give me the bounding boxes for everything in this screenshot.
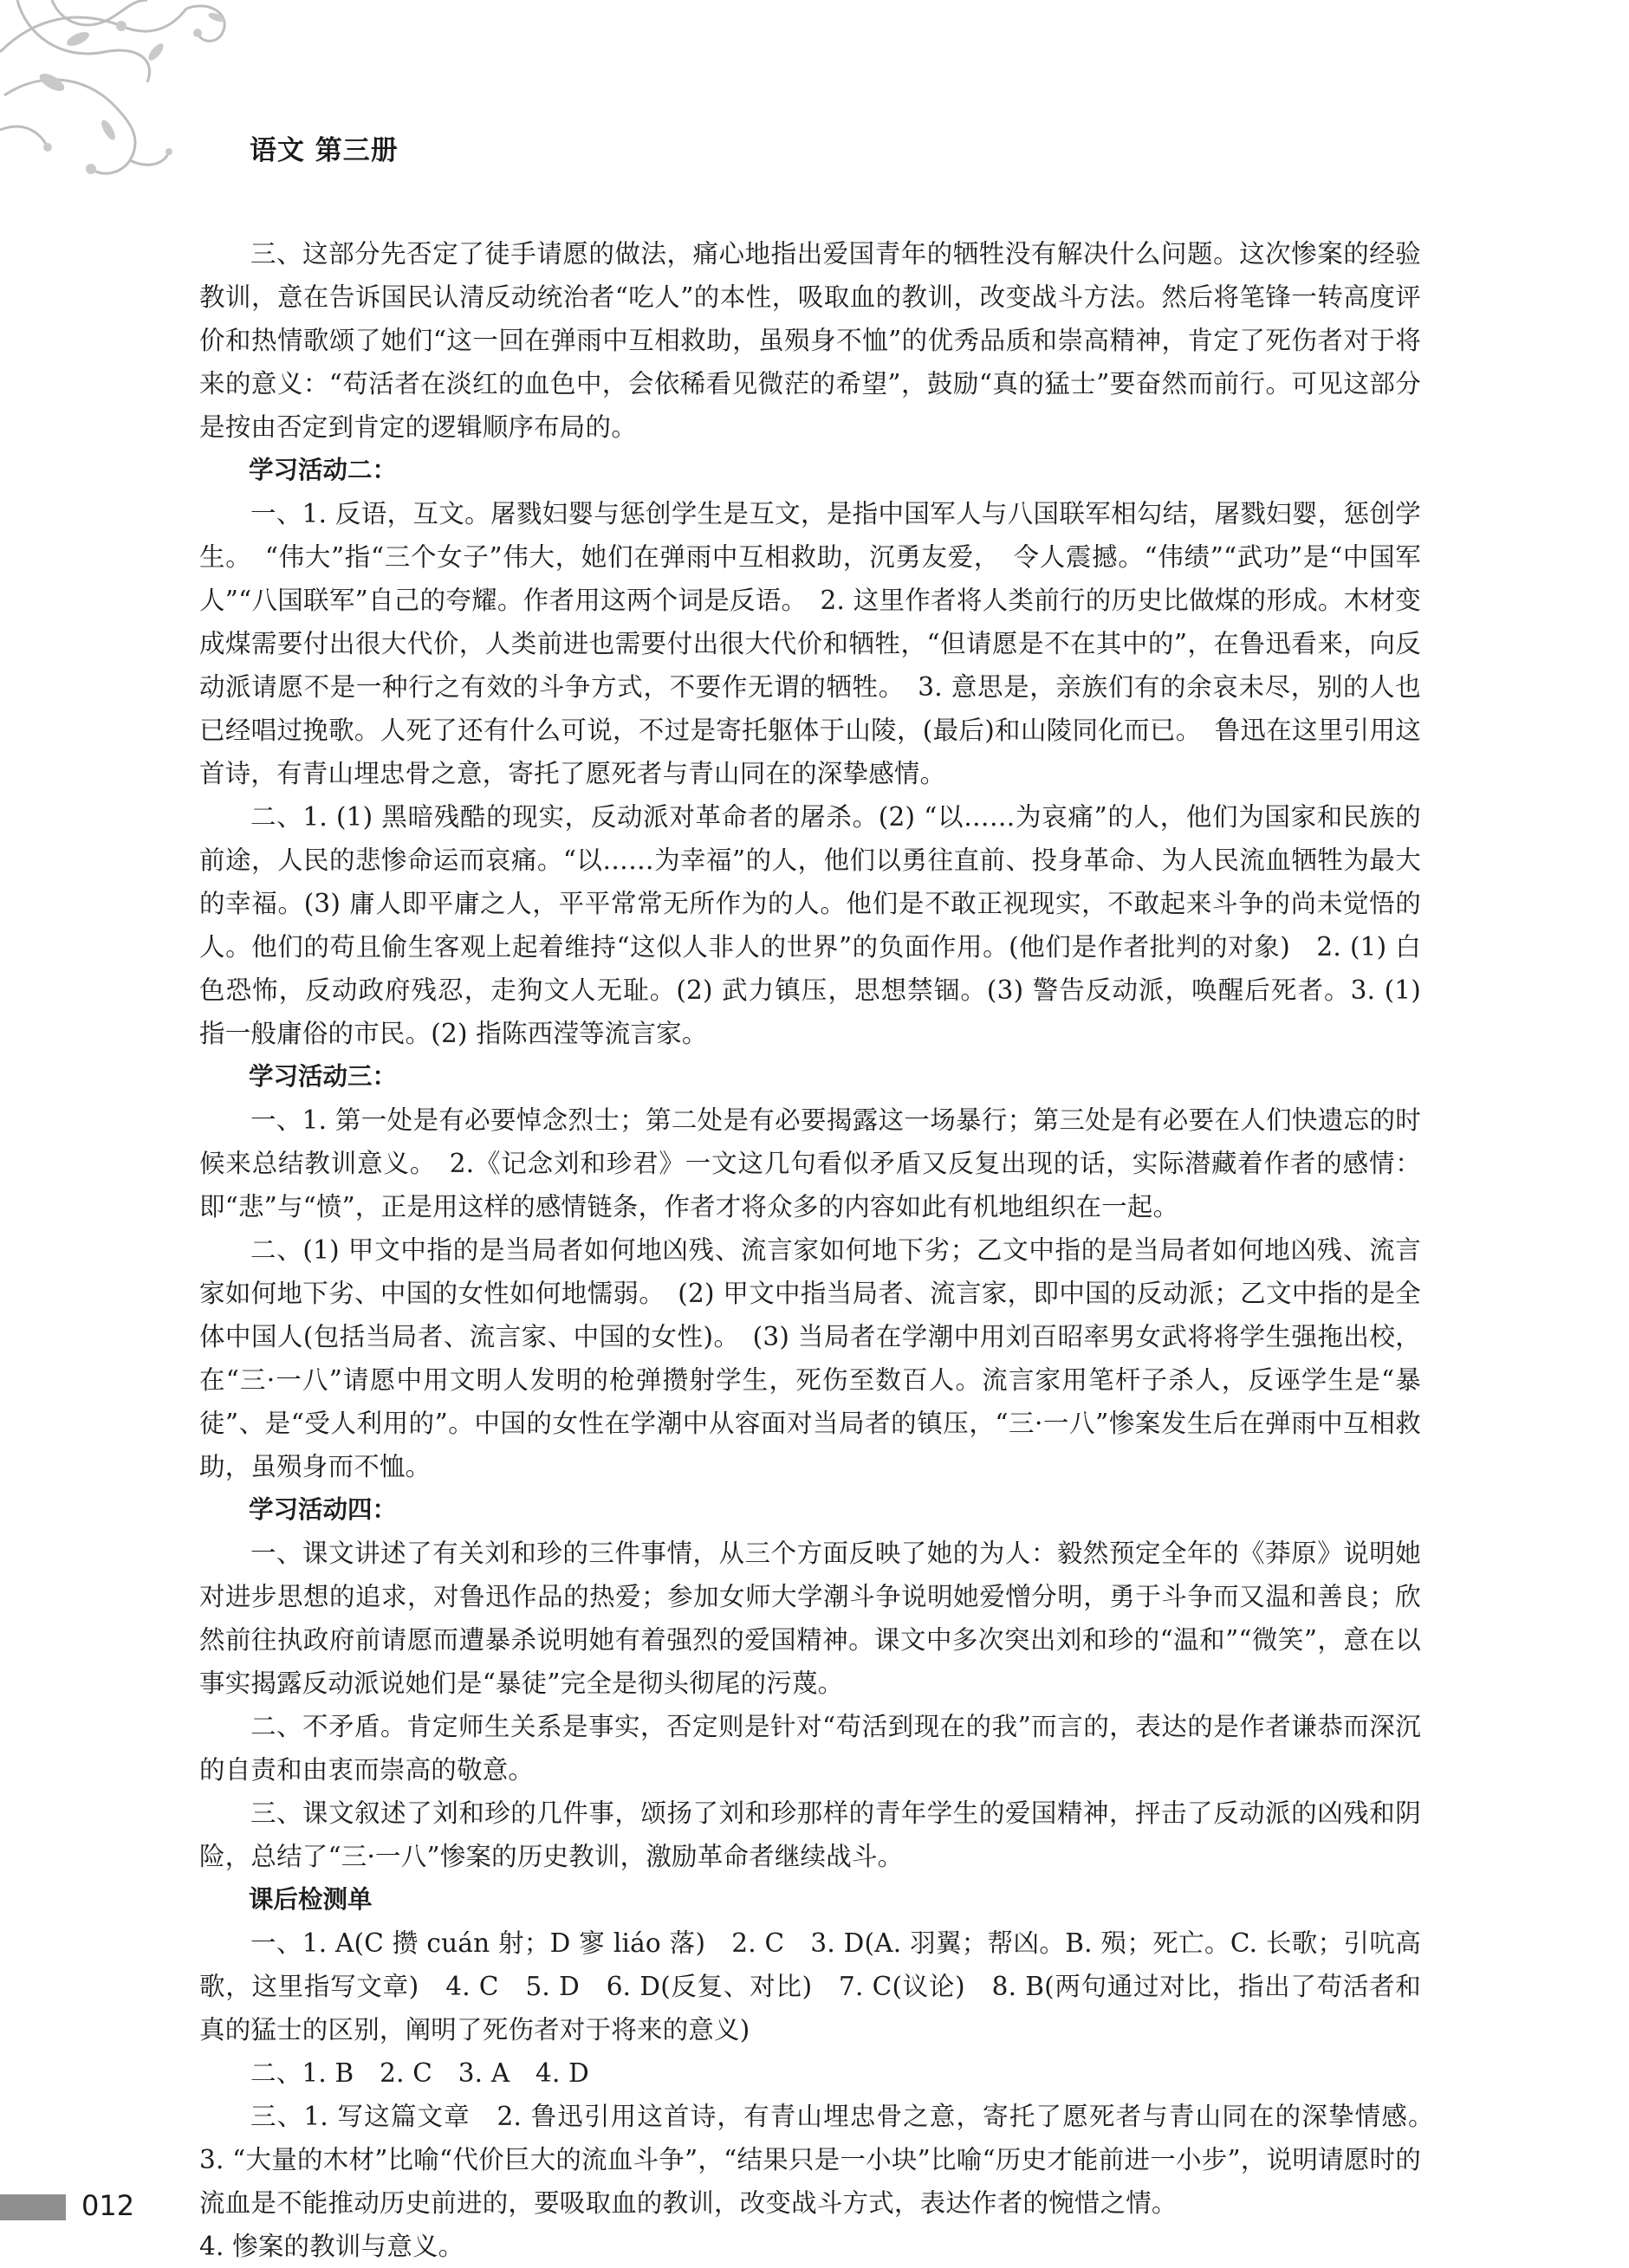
paragraph: 一、1. 反语，互文。屠戮妇婴与惩创学生是互文，是指中国军人与八国联军相勾结，屠戮妇婴，惩创学生。 “伟大”指“三个女子”伟大，她们在弹雨中互相救助，沉勇友爱， 令人震撼。“伟绩”“武功”是“中国军人”“八国联军”自己的夸耀。作者用这两个词是反语。 2. 这里作者将人类前行的历史比做煤的形成。木材变成煤需要付出很大代价，人类前进也需要付出很大代价和牺牲，“但请愿是不在其中的”，在鲁迅看来，向反动派请愿不是一种行之有效的斗争方式，不要作无谓的牺牲。 3. 意思是，亲族们有的余哀未尽，别的人也已经唱过挽歌。人死了还有什么可说，不过是寄托躯体于山陵，(最后)和山陵同化而已。 鲁迅在这里引用这首诗，有青山埋忠骨之意，寄托了愿死者与青山同在的深挚感情。 [199,499,1421,788]
section-heading: 课后检测单 [249,1885,373,1914]
paragraph: 三、1. 写这篇文章 2. 鲁迅引用这首诗，有青山埋忠骨之意，寄托了愿死者与青山同在的深挚情感。 3. “大量的木材”比喻“代价巨大的流血斗争”，“结果只是一小块”比喻“历史才能前进一小步”，说明请愿时的流血是不能推动历史前进的，要吸取血的教训，改变战斗方式，表达作者的惋惜之情。 [199,2102,1447,2218]
section-heading: 学习活动三： [249,1062,398,1091]
section-heading: 学习活动四： [249,1495,398,1524]
paragraph: 一、1. 第一处是有必要悼念烈士；第二处是有必要揭露这一场暴行；第三处是有必要在人们快遗忘的时候来总结教训意义。 2.《记念刘和珍君》一文这几句看似矛盾又反复出现的话，实际潜藏着作者的感情：即“悲”与“愤”，正是用这样的感情链条，作者才将众多的内容如此有机地组织在一起。 [199,1105,1421,1221]
paragraph: 二、不矛盾。肯定师生关系是事实，否定则是针对“苟活到现在的我”而言的，表达的是作者谦恭而深沉的自责和由衷而崇高的敬意。 [199,1712,1421,1785]
paragraph: 一、课文讲述了有关刘和珍的三件事情，从三个方面反映了她的为人：毅然预定全年的《莽原》说明她对进步思想的追求，对鲁迅作品的热爱；参加女师大学潮斗争说明她爱憎分明，勇于斗争而又温和善良；欣然前往执政府前请愿而遭暴杀说明她有着强烈的爱国精神。课文中多次突出刘和珍的“温和”“微笑”，意在以事实揭露反动派说她们是“暴徒”完全是彻头彻尾的污蔑。 [199,1539,1421,1698]
paragraph: 一、1. A(C 攒 cuán 射；D 寥 liáo 落) 2. C 3. D(A. 羽翼；帮凶。B. 殒；死亡。C. 长歌；引吭高歌，这里指写文章) 4. C 5. D 6. D(反复、对比) 7. C(议论) 8. B(两句通过对比，指出了苟活者和真的猛士的区别，阐明了死伤者对于将来的意义) [199,1928,1421,2044]
paragraph: 三、课文叙述了刘和珍的几件事，颂扬了刘和珍那样的青年学生的爱国精神，抨击了反动派的凶残和阴险，总结了“三·一八”惨案的历史教训，激励革命者继续战斗。 [199,1798,1421,1871]
paragraph: 三、这部分先否定了徒手请愿的做法，痛心地指出爱国青年的牺牲没有解决什么问题。这次惨案的经验教训，意在告诉国民认清反动统治者“吃人”的本性，吸取血的教训，改变战斗方法。然后将笔锋一转高度评价和热情歌颂了她们“这一回在弹雨中互相救助，虽殒身不恤”的优秀品质和崇高精神，肯定了死伤者对于将来的意义：“苟活者在淡红的血色中，会依稀看见微茫的希望”，鼓励“真的猛士”要奋然而前行。可见这部分是按由否定到肯定的逻辑顺序布局的。 [199,239,1421,442]
paragraph: 4. 惨案的教训与意义。 [199,2232,464,2261]
answer-content [199,232,1447,2268]
paragraph: 二、1. B 2. C 3. A 4. D [250,2058,589,2088]
paragraph: 二、1. (1) 黑暗残酷的现实，反动派对革命者的屠杀。(2) “以……为哀痛”的人，他们为国家和民族的前途，人民的悲惨命运而哀痛。“以……为幸福”的人，他们以勇往直前、投身革命、为人民流血牺牲为最大的幸福。(3) 庸人即平庸之人，平平常常无所作为的人。他们是不敢正视现实，不敢起来斗争的尚未觉悟的人。他们的苟且偷生客观上起着维持“这似人非人的世界”的负面作用。(他们是作者批判的对象) 2. (1) 白色恐怖，反动政府残忍，走狗文人无耻。(2) 武力镇压，思想禁锢。(3) 警告反动派，唤醒后死者。3. (1) 指一般庸俗的市民。(2) 指陈西滢等流言家。 [199,802,1421,1048]
page-header-title: 语文 第三册 [250,135,399,166]
page-number: 012 [81,2189,135,2222]
section-heading: 学习活动二： [249,456,398,484]
paragraph: 二、(1) 甲文中指的是当局者如何地凶残、流言家如何地下劣；乙文中指的是当局者如何地凶残、流言家如何地下劣、中国的女性如何地懦弱。 (2) 甲文中指当局者、流言家，即中国的反动派；乙文中指的是全体中国人(包括当局者、流言家、中国的女性)。 (3) 当局者在学潮中用刘百昭率男女武将将学生强拖出校，在“三·一八”请愿中用文明人发明的枪弹攒射学生，死伤至数百人。流言家用笔杆子杀人，反诬学生是“暴徒”、是“受人利用的”。中国的女性在学潮中从容面对当局者的镇压，“三·一八”惨案发生后在弹雨中互相救助，虽殒身而不恤。 [199,1235,1421,1481]
floral-corner-ornament-icon [0,0,286,199]
footer-bar [0,2194,66,2220]
